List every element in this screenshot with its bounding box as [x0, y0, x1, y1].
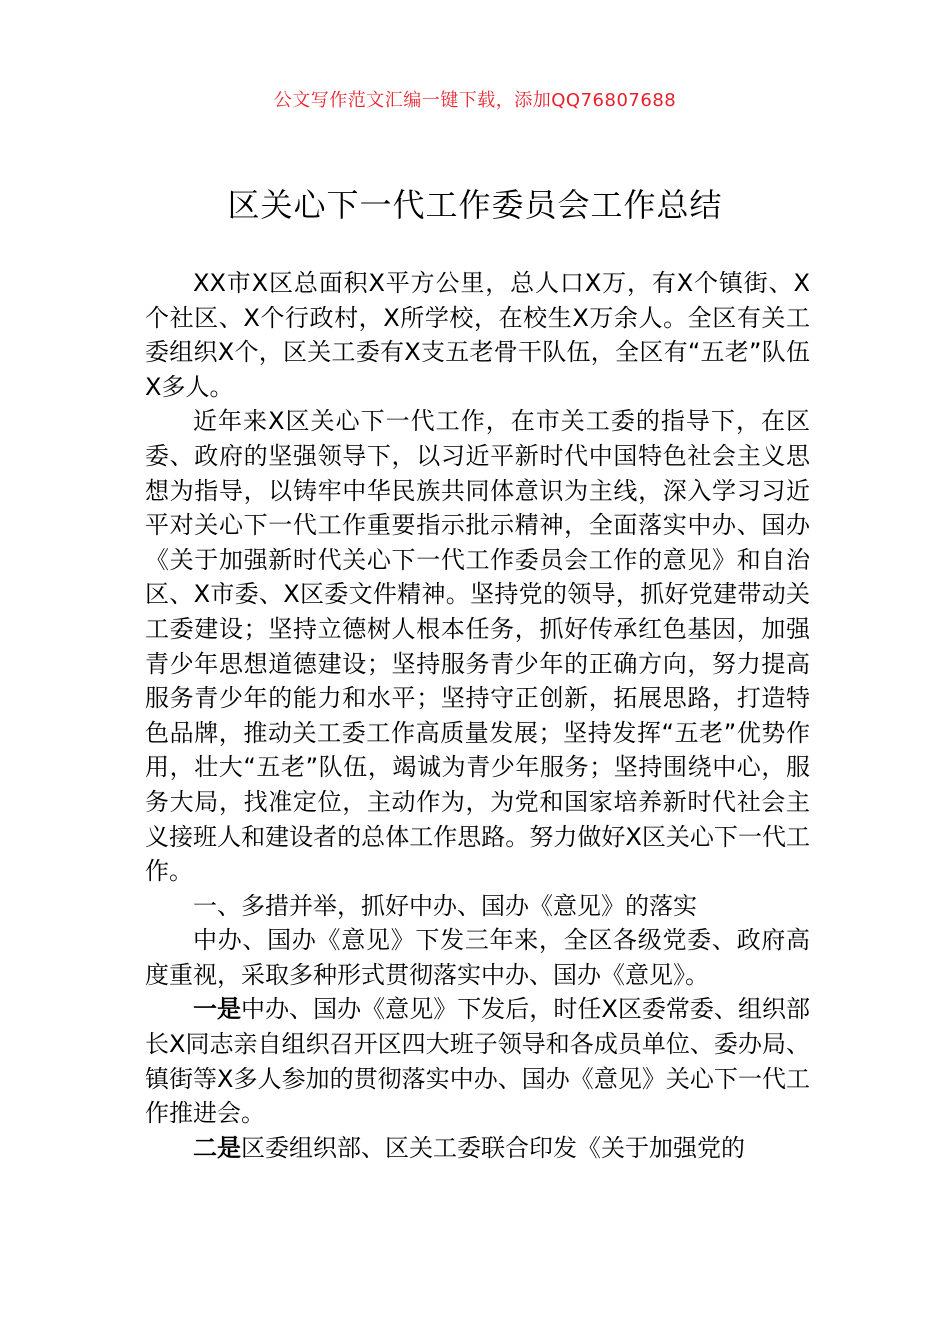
point-text-1: 中办、国办《意见》下发后，时任X区委常委、组织部长X同志亲自组织召开区四大班子领导和各成员单位、委办局、镇街等X多人参加的贯彻落实中办、国办《意见》关心下一代工作推进会。	[145, 995, 810, 1128]
section-1-intro: 中办、国办《意见》下发三年来，全区各级党委、政府高度重视，采取多种形式贯彻落实中办、国办《意见》。	[145, 926, 810, 989]
download-promo-note: 公文写作范文汇编一键下载，添加QQ76807688	[273, 90, 677, 111]
document-title: 区关心下一代工作委员会工作总结	[227, 186, 723, 224]
paragraph-work-approach: 近年来X区关心下一代工作，在市关工委的指导下，在区委、政府的坚强领导下，以习近平新时代中国特色社会主义思想为指导，以铸牢中华民族共同体意识为主线，深入学习习近平对关心下一代工作重要指示批示精神，全面落实中办、国办《关于加强新时代关心下一代工作委员会工作的意见》和自治区、X市委、X区委文件精神。坚持党的领导，抓好党建带动关工委建设；坚持立德树人根本任务，抓好传承红色基因，加强青少年思想道德建设；坚持服务青少年的正确方向，努力提高服务青少年的能力和水平；坚持守正创新，拓展思路，打造特色品牌，推动关工委工作高质量发展；坚持发挥“五老”优势作用，壮大“五老”队伍，竭诚为青少年服务；坚持围绕中心，服务大局，找准定位，主动作为，为党和国家培养新时代社会主义接班人和建设者的总体工作思路。努力做好X区关心下一代工作。	[145, 407, 810, 886]
section-1-point-1	[145, 992, 810, 1130]
point-lead-1: 一是	[193, 995, 242, 1024]
paragraph-overview: XX市X区总面积X平方公里，总人口X万，有X个镇街、X个社区、X个行政村，X所学校，在校生X万余人。全区有关工委组织X个，区关工委有X支五老骨干队伍，全区有“五老”队伍X多人。	[145, 269, 810, 401]
point-text-2: 区委组织部、区关工委联合印发《关于加强党的	[241, 1133, 745, 1162]
section-1-point-2	[145, 1131, 810, 1166]
section-heading-1: 一、多措并举，抓好中办、国办《意见》的落实	[193, 891, 697, 920]
point-lead-2: 二是	[193, 1133, 241, 1162]
document-body	[145, 266, 810, 1165]
